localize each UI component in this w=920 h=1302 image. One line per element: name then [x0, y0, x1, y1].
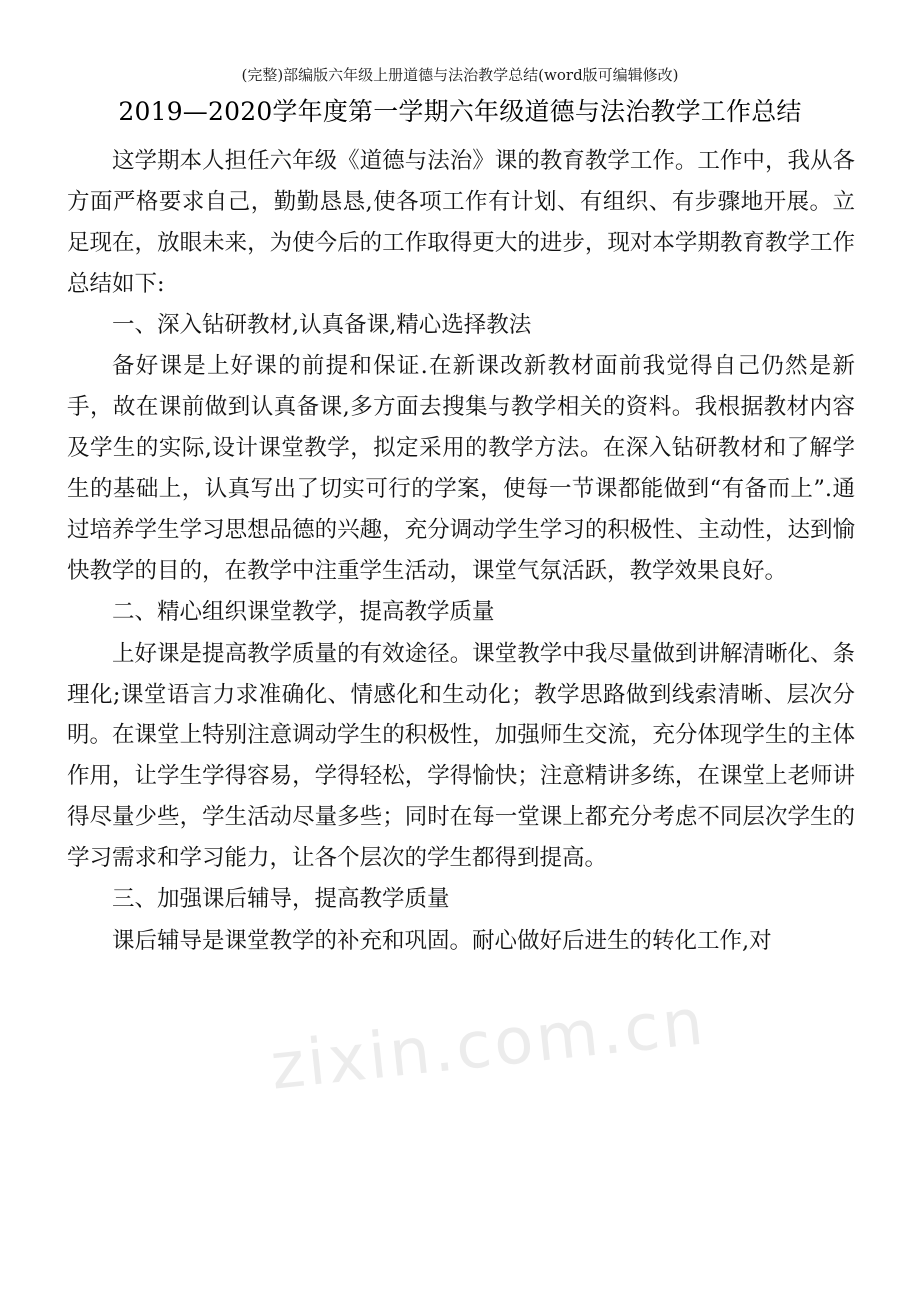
section-3-heading: 三、加强课后辅导，提高教学质量	[112, 886, 450, 913]
section-2-paragraph: 上好课是提高教学质量的有效途径。课堂教学中我尽量做到讲解清晰化、条理化;课堂语言力求准确化、情感化和生动化；教学思路做到线索清晰、层次分明。在课堂上特别注意调动学生的积极性，加强师生交流，充分体现学生的主体作用，让学生学得容易，学得轻松，学得愉快；注意精讲多练，在课堂上老师讲得尽量少些，学生活动尽量多些；同时在每一堂课上都充分考虑不同层次学生的学习需求和学习能力，让各个层次的学生都得到提高。	[67, 640, 855, 872]
document-body	[67, 141, 855, 962]
section-3-paragraph: 课后辅导是课堂教学的补充和巩固。耐心做好后进生的转化工作,对	[112, 927, 772, 954]
header-note: (完整)部编版六年级上册道德与法治教学总结(word版可编辑修改)	[241, 66, 679, 84]
watermark: zixin.com.cn	[267, 985, 710, 1105]
section-1-paragraph: 备好课是上好课的前提和保证.在新课改新教材面前我觉得自己仍然是新手，故在课前做到认真备课,多方面去搜集与教学相关的资料。我根据教材内容及学生的实际,设计课堂教学，拟定采用的教学方法。在深入钻研教材和了解学生的基础上，认真写出了切实可行的学案，使每一节课都能做到“有备而上”.通过培养学生学习思想品德的兴趣，充分调动学生学习的积极性、主动性，达到愉快教学的目的，在教学中注重学生活动，课堂气氛活跃，教学效果良好。	[67, 353, 855, 584]
section-2-heading: 二、精心组织课堂教学，提高教学质量	[112, 599, 495, 626]
intro-paragraph: 这学期本人担任六年级《道德与法治》课的教育教学工作。工作中，我从各方面严格要求自己，勤勤恳恳,使各项工作有计划、有组织、有步骤地开展。立足现在，放眼未来，为使今后的工作取得更大的进步，现对本学期教育教学工作总结如下:	[67, 148, 855, 297]
section-1-heading: 一、深入钻研教材,认真备课,精心选择教法	[112, 311, 532, 338]
document-title: 2019—2020学年度第一学期六年级道德与法治教学工作总结	[118, 97, 802, 126]
